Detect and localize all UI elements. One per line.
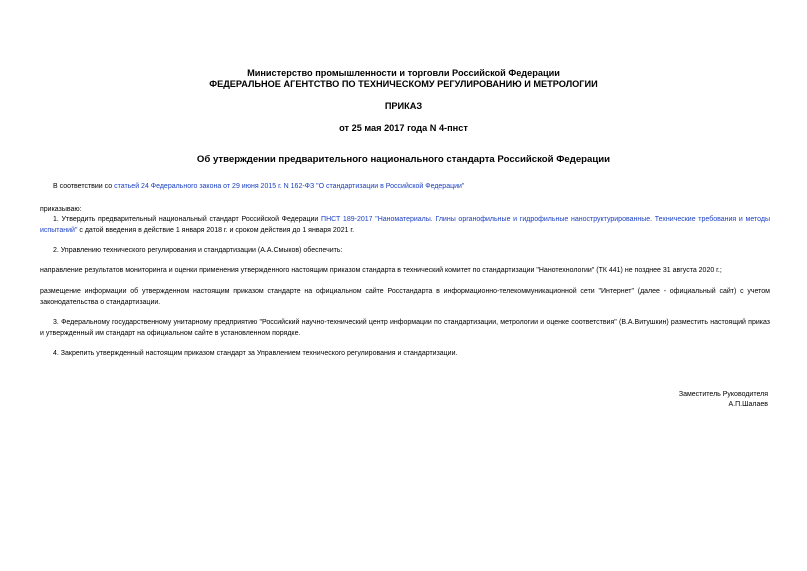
basis-paragraph [40, 181, 770, 192]
item-2-paragraph: 2. Управлению технического регулирования и стандартизации (А.А.Смыков) обеспечить: [53, 247, 343, 254]
agency-name: ФЕДЕРАЛЬНОЕ АГЕНТСТВО ПО ТЕХНИЧЕСКОМУ РЕГУЛИРОВАНИЮ И МЕТРОЛОГИИ [209, 79, 598, 89]
federal-law-link[interactable]: статьей 24 Федерального закона от 29 июня 2015 г. N 162-ФЗ "О стандартизации в Российской Федерации" [114, 183, 465, 190]
item-4-paragraph: 4. Закрепить утвержденный настоящим приказом стандарт за Управлением технического регулирования и стандартизации. [53, 350, 458, 357]
orders-word: приказываю: [40, 206, 82, 213]
item-1-suffix: с датой введения в действие 1 января 2018 г. и сроком действия до 1 января 2021 г. [77, 227, 355, 234]
document-type: ПРИКАЗ [384, 101, 423, 111]
item-2-sub-2: размещение информации об утвержденном настоящим приказом стандарте на официальном сайте Росстандарта в информационно-телекоммуникационной сети "Интернет" (далее - официальный сайт) с учетом законодательства о стандартизации. [40, 288, 770, 306]
item-3-paragraph: 3. Федеральному государственному унитарному предприятию "Российский научно-технический центр информации по стандартизации, метрологии и оценке соответствия" (В.А.Витушкин) разместить настоящий приказ и утвержденный им стандарт на официальном сайте в установленном порядке. [40, 319, 770, 337]
document-date-number: от 25 мая 2017 года N 4-пнст [339, 123, 468, 133]
document-subject: Об утверждении предварительного национального стандарта Российской Федерации [196, 154, 611, 165]
item-1-prefix: 1. Утвердить предварительный национальный стандарт Российской Федерации [53, 216, 322, 223]
basis-prefix: В соответствии со [53, 183, 115, 190]
signatory-title: Заместитель Руководителя [678, 391, 768, 398]
standard-link[interactable]: ПНСТ 189-2017 "Наноматериалы. Глины органофильные и гидрофильные наноструктурированные. Технические требования и методы испытаний" [40, 216, 770, 234]
item-2-sub-1: направление результатов мониторинга и оценки применения утвержденного настоящим приказом стандарта в технический комитет по стандартизации "Нанотехнологии" (ТК 441) не позднее 31 августа 2020 г.; [40, 267, 722, 274]
ministry-name: Министерство промышленности и торговли Российской Федерации [247, 68, 560, 78]
item-1-paragraph [40, 214, 770, 236]
signatory-name: А.П.Шалаев [728, 401, 768, 408]
